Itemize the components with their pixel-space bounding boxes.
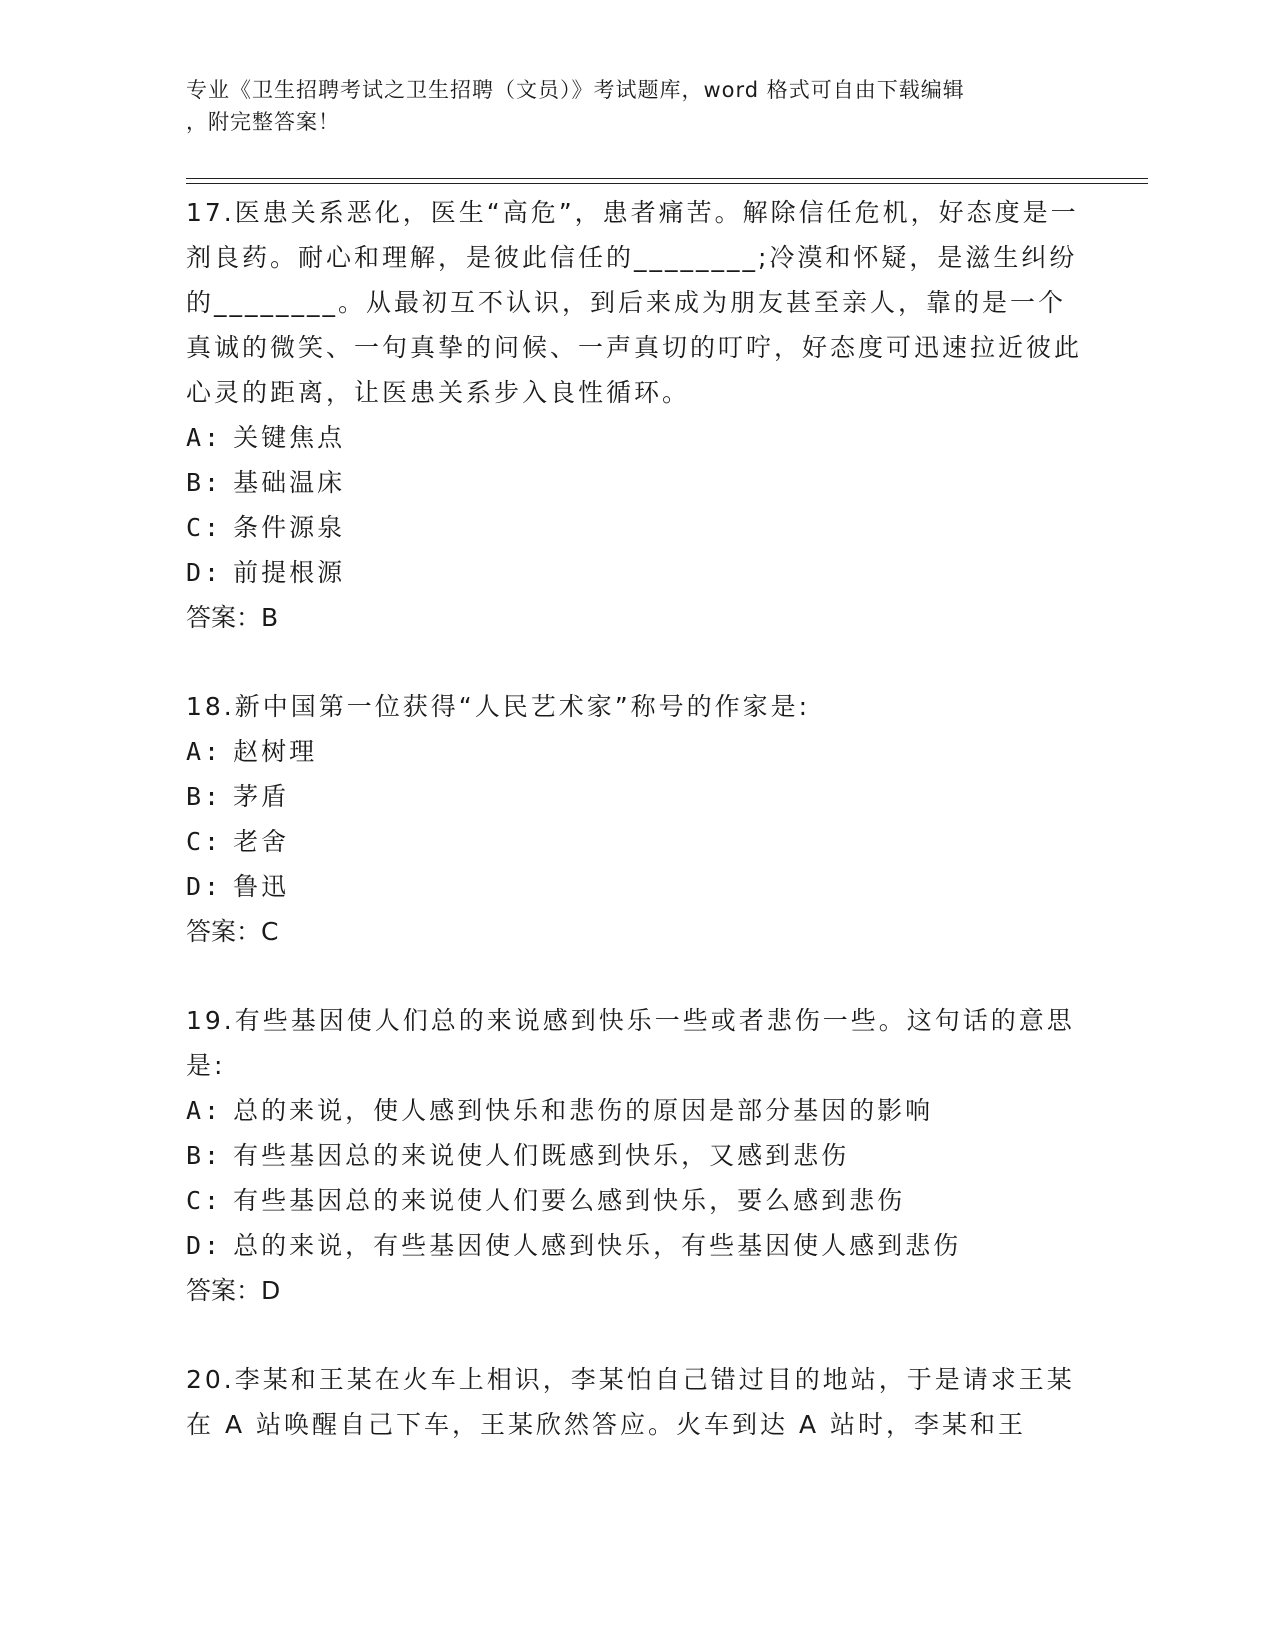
option-b bbox=[186, 774, 1086, 819]
option-d bbox=[186, 1223, 1086, 1268]
option-letter: D: bbox=[186, 872, 223, 901]
option-c bbox=[186, 1178, 1086, 1223]
option-letter: A: bbox=[186, 737, 223, 766]
option-text: 鲁迅 bbox=[233, 872, 290, 901]
option-a bbox=[186, 415, 1086, 460]
option-text: 关键焦点 bbox=[233, 423, 346, 452]
header-divider-bottom bbox=[186, 183, 1148, 184]
option-a bbox=[186, 1088, 1086, 1133]
question-list bbox=[186, 190, 1086, 1491]
answer: 答案：C bbox=[186, 917, 279, 946]
option-letter: C: bbox=[186, 513, 223, 542]
answer: 答案：B bbox=[186, 603, 279, 632]
header-line-2: ，附完整答案！ bbox=[186, 110, 340, 134]
question-text: 19.有些基因使人们总的来说感到快乐一些或者悲伤一些。这句话的意思是: bbox=[186, 1006, 1075, 1080]
option-a bbox=[186, 729, 1086, 774]
option-letter: B: bbox=[186, 1141, 223, 1170]
option-c bbox=[186, 505, 1086, 550]
option-text: 条件源泉 bbox=[233, 513, 346, 542]
option-text: 总的来说，有些基因使人感到快乐，有些基因使人感到悲伤 bbox=[233, 1231, 962, 1260]
question-19 bbox=[186, 998, 1086, 1313]
option-d bbox=[186, 864, 1086, 909]
page-header bbox=[186, 74, 1086, 138]
option-letter: A: bbox=[186, 423, 223, 452]
option-text: 基础温床 bbox=[233, 468, 346, 497]
option-text: 前提根源 bbox=[233, 558, 346, 587]
option-c bbox=[186, 819, 1086, 864]
option-letter: C: bbox=[186, 827, 223, 856]
option-letter: B: bbox=[186, 468, 223, 497]
option-letter: C: bbox=[186, 1186, 223, 1215]
option-text: 总的来说，使人感到快乐和悲伤的原因是部分基因的影响 bbox=[233, 1096, 934, 1125]
header-line-1: 专业《卫生招聘考试之卫生招聘（文员）》考试题库，word 格式可自由下载编辑 bbox=[186, 78, 965, 102]
option-b bbox=[186, 460, 1086, 505]
answer: 答案：D bbox=[186, 1276, 281, 1305]
option-text: 有些基因总的来说使人们既感到快乐，又感到悲伤 bbox=[233, 1141, 850, 1170]
option-letter: D: bbox=[186, 1231, 223, 1260]
option-text: 有些基因总的来说使人们要么感到快乐，要么感到悲伤 bbox=[233, 1186, 906, 1215]
question-text: 20.李某和王某在火车上相识，李某怕自己错过目的地站，于是请求王某在 A 站唤醒自己下车，王某欣然答应。火车到达 A 站时，李某和王 bbox=[186, 1365, 1075, 1439]
option-letter: B: bbox=[186, 782, 223, 811]
option-text: 老舍 bbox=[233, 827, 290, 856]
option-letter: A: bbox=[186, 1096, 223, 1125]
option-text: 茅盾 bbox=[233, 782, 290, 811]
option-b bbox=[186, 1133, 1086, 1178]
header-divider-top bbox=[186, 178, 1148, 179]
question-18 bbox=[186, 684, 1086, 954]
question-17 bbox=[186, 190, 1086, 640]
option-d bbox=[186, 550, 1086, 595]
question-text: 17.医患关系恶化，医生“高危”，患者痛苦。解除信任危机，好态度是一剂良药。耐心和理解，是彼此信任的________;冷漠和怀疑，是滋生纠纷的________。从最初互不认识，到后来成为朋友甚至亲人，靠的是一个真诚的微笑、一句真挚的问候、一声真切的叮咛，好态度可迅速拉近彼此心灵的距离，让医患关系步入良性循环。 bbox=[186, 198, 1083, 407]
option-letter: D: bbox=[186, 558, 223, 587]
question-text: 18.新中国第一位获得“人民艺术家”称号的作家是: bbox=[186, 692, 811, 721]
question-20 bbox=[186, 1357, 1086, 1447]
option-text: 赵树理 bbox=[233, 737, 318, 766]
